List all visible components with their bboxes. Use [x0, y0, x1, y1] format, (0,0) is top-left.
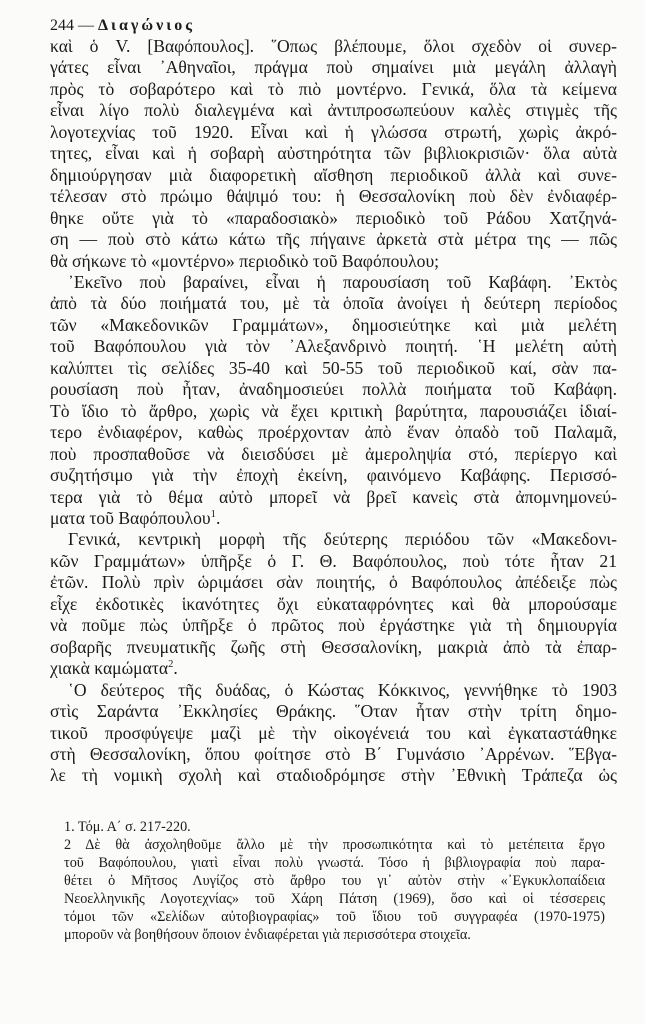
text-line: εἶχε ἐκδοτικὲς ἱκανότητες ὄχι εὐκαταφρόνητες καὶ θὰ μπορούσαμε	[50, 593, 617, 614]
text-line: καὶ ὁ V. [Βαφόπουλος]. ῞Οπως βλέπουμε, ὅλοι σχεδὸν οἱ συνερ-	[50, 36, 617, 56]
text-line: στὴ Θεσσαλονίκη, ὅπου φοίτησε στὸ Β΄ Γυμνάσιο ᾿Αρρένων. ῞Εβγα-	[50, 743, 617, 764]
punctuation: .	[173, 658, 178, 679]
text-line: τερα γιὰ τὸ θέμα αὐτὸ μπορεῖ νὰ βρεῖ κανεὶς στὰ ἀπομνημονεύ-	[50, 486, 617, 507]
footnote-2-line: τοῦ Βαφόπουλου, γιατὶ εἶναι πολὺ γνωστά. Τόσο ἡ βιβλιογραφία ποὺ παρα-	[64, 855, 605, 871]
footnote-2-line: 2 Δὲ θὰ ἀσχοληθοῦμε ἄλλο μὲ τὴν προσωπικότητα καὶ τὸ μετέπειτα ἔργο	[64, 837, 605, 853]
text-line: ποὺ προσπαθοῦσε νὰ διεισδύσει μὲ ἀμεροληψία στό, περίεργο καὶ	[50, 443, 617, 464]
journal-title: Διαγώνιος	[98, 17, 195, 34]
text-line	[50, 658, 617, 679]
text-line: ρουσίαση ποὺ ἦταν, ἀναδημοσιεύει πολλὰ ποιήματα τοῦ Καβάφη.	[50, 379, 617, 400]
text-line: πρὸς τὸ σοβαρότερο καὶ τὸ πιὸ μοντέρνο. Γενικά, ὅλα τὰ κείμενα	[50, 78, 617, 99]
punctuation: .	[215, 507, 221, 528]
text-line: ση — ποὺ στὸ κάτω κάτω τῆς πήγαινε ἀρκετὰ στὰ μέτρα της — πῶς	[50, 229, 617, 250]
text-line: τέλεσαν στὸ πρώιμο θάψιμό του: ἡ Θεσσαλονίκη ποὺ δὲν ἐνδιαφέρ-	[50, 186, 617, 207]
text-line: ῾Ο δεύτερος τῆς δυάδας, ὁ Κώστας Κόκκινος, γεννήθηκε τὸ 1903	[68, 679, 617, 700]
text-line: Γενικά, κεντρικὴ μορφὴ τῆς δεύτερης περιόδου τῶν «Μακεδονι-	[68, 529, 617, 550]
page-number: 244	[50, 17, 74, 34]
text-line: τητες, εἶναι καὶ ἡ σοβαρὴ αὐστηρότητα τῶν βιβλιοκρισιῶν· ὅλα αὐτὰ	[50, 143, 617, 164]
footnote-ref[interactable]: 2	[168, 659, 174, 671]
text-line: νὰ ποῦμε πὼς ὑπῆρξε ὁ πρῶτος ποὺ ἐργάστηκε γιὰ τὴ δημιουργία	[50, 615, 617, 636]
text-line: κῶν Γραμμάτων» ὑπῆρξε ὁ Γ. Θ. Βαφόπουλος, ποὺ τότε ἦταν 21	[50, 550, 617, 571]
body-text	[50, 36, 617, 787]
header-dash: —	[78, 17, 94, 34]
text-line: τερο ἐνδιαφέρον, καθὼς προέρχονταν ἀπὸ ἕναν ὀπαδὸ τοῦ Παλαμᾶ,	[50, 422, 617, 443]
footnote-1: 1. Τόμ. Α΄ σ. 217-220.	[64, 819, 191, 835]
text-line: στὶς Σαράντα ᾿Εκκλησίες Θράκης. ῞Οταν ἦταν στὴν τρίτη δημο-	[50, 701, 617, 722]
text-line: λε τὴ νομικὴ σχολὴ καὶ σταδιοδρόμησε στὴν ᾿Εθνικὴ Τράπεζα ὡς	[50, 765, 617, 786]
text-line: συζητήσιμο γιὰ τὴν ἐποχὴ ἐκείνη, φαινόμενο Καβάφης. Περισσό-	[50, 465, 617, 486]
text-line: δημιούργησαν μιὰ διαφορετικὴ αἴσθηση περιοδικοῦ ἀλλὰ καὶ συνε-	[50, 164, 617, 185]
footnote-ref[interactable]: 1	[210, 509, 216, 521]
running-header	[50, 17, 195, 35]
text-line: τικοῦ προσφύγεψε μαζὶ μὲ τὴν οἰκογένειά του καὶ ἐγκαταστάθηκε	[50, 722, 617, 743]
text-line: τοῦ Βαφόπουλου γιὰ τὸν ᾿Αλεξανδρινὸ ποιητή. ῾Η μελέτη αὐτὴ	[50, 336, 617, 357]
text-line: εἶναι λίγο πολὺ διαλεγμένα καὶ ἀντιπροσωπεύουν καλὲς στιγμὲς τῆς	[50, 100, 617, 121]
footnote-2-line: θέτει ὁ Μῆτσος Λυγίζος στὸ ἄρθρο του γι᾿ αὐτὸν στὴν «᾿Εγκυκλοπαίδεια	[64, 873, 605, 889]
text-line: Τὸ ἴδιο τὸ ἄρθρο, χωρὶς νὰ ἔχει κριτικὴ βαρύτητα, παρουσιάζει ἰδιαί-	[50, 400, 617, 421]
footnote-2-line: τόμοι τῶν «Σελίδων αὐτοβιογραφίας» τοῦ ἴδιου τοῦ συγγραφέα (1970-1975)	[64, 909, 605, 925]
text-line: σοβαρῆς πνευματικῆς ζωῆς στὴ Θεσσαλονίκη, μακριὰ ἀπὸ τὰ ἐπαρ-	[50, 636, 617, 657]
text-line: ἀπὸ τὰ δύο ποιήματά του, μὲ τὰ ὁποῖα ἀνοίγει ἡ δεύτερη περίοδος	[50, 293, 617, 314]
text-line: ᾿Εκεῖνο ποὺ βαραίνει, εἶναι ἡ παρουσίαση τοῦ Καβάφη. ᾿Εκτὸς	[68, 271, 617, 292]
footnote-2-line: μποροῦν νὰ βοηθήσουν ὅποιον ἐνδιαφέρεται γιὰ περισσότερα στοιχεῖα.	[64, 927, 471, 943]
text-line: θὰ σήκωνε τὸ «μοντέρνο» περιοδικὸ τοῦ Βαφόπουλου;	[50, 250, 440, 271]
line-text: ματα τοῦ Βαφόπουλου	[50, 507, 211, 528]
text-line: λογοτεχνίας τοῦ 1920. Εἶναι καὶ ἡ γλώσσα στρωτή, χωρὶς ἀκρό-	[50, 121, 617, 142]
text-line: τῶν «Μακεδονικῶν Γραμμάτων», δημοσιεύτηκε καὶ μιὰ μελέτη	[50, 314, 617, 335]
text-line	[50, 508, 617, 529]
text-line: γάτες εἶναι ᾿Αθηναῖοι, πράγμα ποὺ σημαίνει μιὰ μεγάλη ἀλλαγὴ	[50, 57, 617, 78]
footnotes	[64, 818, 605, 944]
text-line: ἐτῶν. Πολὺ πρὶν ὡριμάσει σὰν ποιητής, ὁ Βαφόπουλος ἀπέδειξε πὼς	[50, 572, 617, 593]
footnote-2-line: Νεοελληνικῆς Λογοτεχνίας» τοῦ Χάρη Πάτση (1969), ὅσο καὶ οἱ τέσσερεις	[64, 891, 605, 907]
text-line: καλύπτει τὶς σελίδες 35-40 καὶ 50-55 τοῦ περιοδικοῦ καί, σὰν πα-	[50, 357, 617, 378]
text-line: θηκε οὔτε γιὰ τὸ «παραδοσιακὸ» περιοδικὸ τοῦ Ράδου Χατζηνά-	[50, 207, 617, 228]
line-text: χιακὰ καμώματα	[50, 658, 169, 679]
